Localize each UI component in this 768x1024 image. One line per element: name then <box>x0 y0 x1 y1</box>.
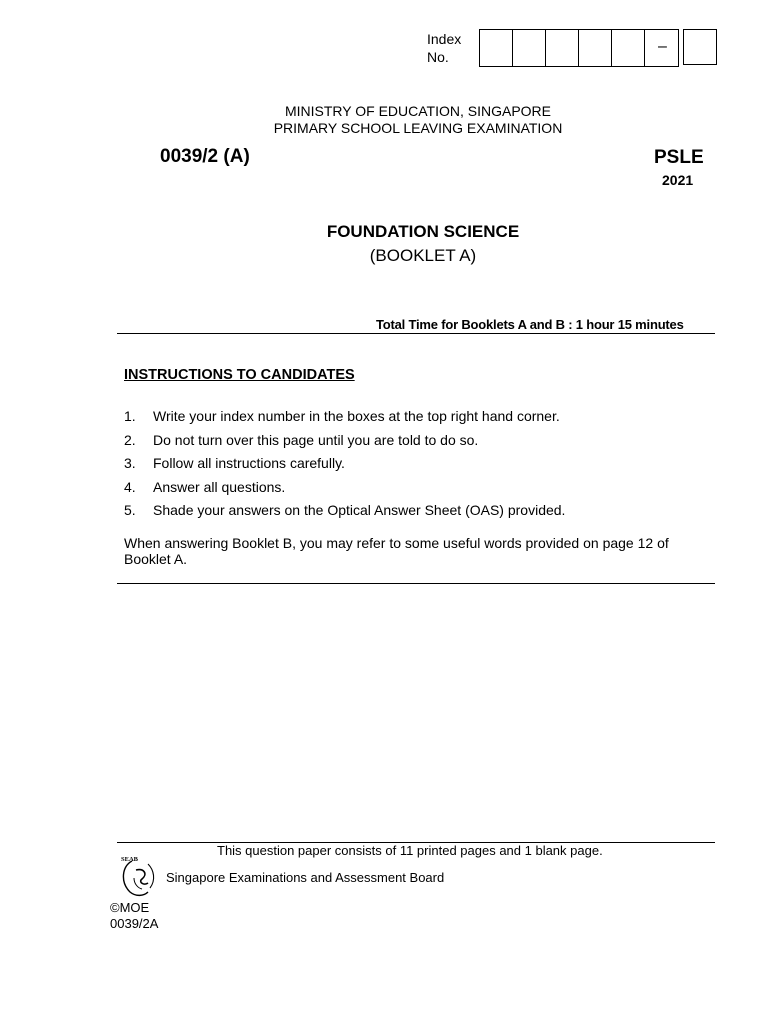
instruction-item <box>124 405 565 429</box>
seab-logo-text: SEAB <box>121 856 138 863</box>
index-dash: – <box>658 38 667 55</box>
index-digit-box <box>546 30 579 66</box>
exam-name: PRIMARY SCHOOL LEAVING EXAMINATION <box>273 120 563 136</box>
copyright-block <box>110 900 158 932</box>
divider <box>117 333 715 334</box>
board-name: Singapore Examinations and Assessment Board <box>166 870 445 885</box>
page-count-note: This question paper consists of 11 printed pages and 1 blank page. <box>217 843 603 858</box>
instruction-text: Do not turn over this page until you are told to do so. <box>153 431 479 448</box>
index-number-boxes <box>479 29 679 67</box>
instruction-item <box>124 429 565 453</box>
booklet-note: When answering Booklet B, you may refer to some useful words provided on page 12 of Booklet A. <box>124 535 669 567</box>
instructions-list <box>124 405 565 523</box>
instruction-item <box>124 452 565 476</box>
index-number-label <box>427 30 461 66</box>
paper-code: 0039/2 (A) <box>160 146 250 167</box>
index-digit-box <box>612 30 645 66</box>
instruction-item <box>124 476 565 500</box>
seab-logo-icon <box>118 852 162 900</box>
index-check-box <box>683 29 717 65</box>
instruction-text: Answer all questions. <box>153 478 286 495</box>
index-digit-box <box>480 30 513 66</box>
paper-code-footer: 0039/2A <box>110 916 159 931</box>
instruction-item <box>124 499 565 523</box>
total-time: Total Time for Booklets A and B : 1 hour 15 minutes <box>376 317 684 332</box>
instruction-number: 1. <box>124 408 136 424</box>
exam-authority-heading <box>0 103 768 137</box>
instruction-text: Write your index number in the boxes at the top right hand corner. <box>153 408 560 424</box>
instruction-text: Follow all instructions carefully. <box>153 455 345 471</box>
index-label-line2: No. <box>427 49 449 65</box>
index-digit-box <box>579 30 612 66</box>
index-digit-box <box>513 30 546 66</box>
instruction-number: 2. <box>124 431 136 448</box>
subject-title: FOUNDATION SCIENCE <box>326 222 520 241</box>
copyright-text: ©MOE <box>110 900 150 915</box>
index-label-line1: Index <box>427 31 462 47</box>
exam-short-name: PSLE <box>654 147 704 168</box>
ministry-name: MINISTRY OF EDUCATION, SINGAPORE <box>284 103 552 119</box>
divider <box>117 583 715 584</box>
instruction-number: 3. <box>124 455 136 471</box>
exam-year: 2021 <box>662 172 694 188</box>
instruction-number: 4. <box>124 478 136 495</box>
instruction-text: Shade your answers on the Optical Answer Sheet (OAS) provided. <box>153 502 566 518</box>
booklet-title: (BOOKLET A) <box>369 246 477 265</box>
instructions-heading: INSTRUCTIONS TO CANDIDATES <box>124 367 355 383</box>
instruction-number: 5. <box>124 502 136 518</box>
